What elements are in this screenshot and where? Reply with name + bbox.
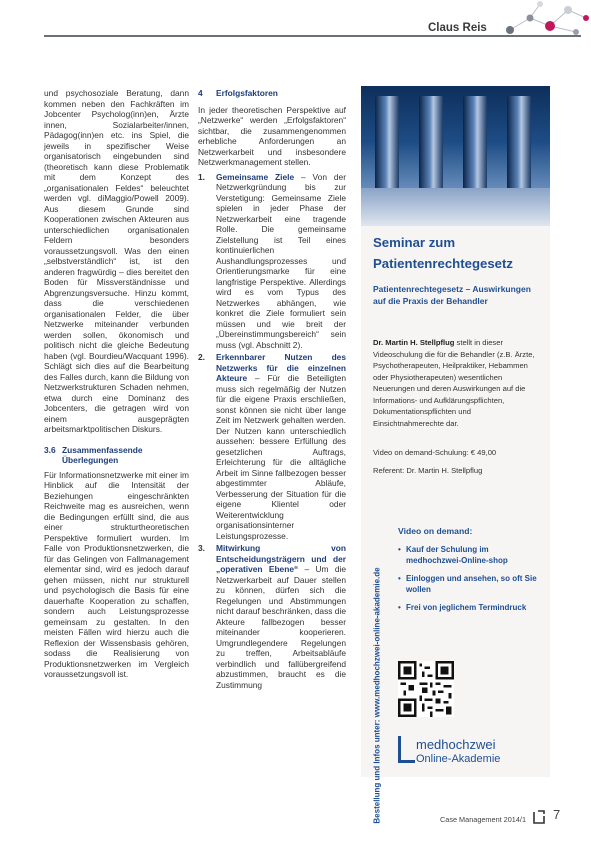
list-item-text: – Von der Netzwerkgründung bis zur Verstetigung: Gemeinsame Ziele spielen in jeder Phase der Netzwerkarbeit eine tragende Rolle. Die gemeinsame Zielstellung ist Teil eines kontinuierlichen Aushandlungsprozesses und Orientierungsmarke für eine langfristige Perspektive. Allerdings wird es vom Typus des Netzwerkes abhängen, wie konkret die Ziele formuliert sein müssen und wie breit der „Übereinstimmungsbereich“ sein muss (vgl. Abschnitt 2).	[216, 171, 346, 350]
list-item	[198, 543, 346, 690]
section-heading	[198, 88, 346, 99]
list-item-number: 2.	[198, 352, 205, 362]
footer-journal: Case Management 2014/1	[440, 815, 526, 824]
ad-title-line1: Seminar zum	[373, 235, 456, 250]
qr-code-icon[interactable]	[398, 661, 454, 717]
ad-referent: Referent: Dr. Martin H. Stellpflug	[373, 466, 483, 475]
section-title: Erfolgsfaktoren	[216, 88, 278, 98]
molecule-network-icon	[490, 0, 590, 42]
ad-bullet: • Einloggen und ansehen, so oft Sie wollen	[398, 573, 538, 595]
list-item-number: 1.	[198, 171, 205, 182]
column-middle	[198, 88, 346, 692]
list-item	[198, 352, 346, 541]
ad-bullet-list	[398, 544, 538, 620]
subsection-heading	[44, 445, 189, 466]
ad-bullet: • Frei von jeglichem Termindruck	[398, 602, 538, 613]
section-number: 4	[198, 88, 203, 98]
ad-price: Video on demand-Schulung: € 49,00	[373, 448, 497, 457]
list-item-title: Gemeinsame Ziele	[216, 171, 295, 182]
ad-title	[373, 232, 513, 274]
body-paragraph: und psychosoziale Beratung, dann kommen neben den Fachkräften im Jobcenter Psycholog(inn)en, Ärzte innen, Sozialarbeiter/innen, Pädagog(inn)en etc. ins Spiel, die jeweils in spezifischer Weise organisatorisch eingebunden sind (theoretisch kann diese Problematik mit dem Konzept des „organisationalen Feldes“ beleuchtet werden vgl. diMaggio/Powell 2009). Aus diesem Grunde sind Kooperationen zwischen Akteuren aus unterschiedlichen organisationalen Feldern besonders voraussetzungsvoll. Was den einen „selbstverständlich“ ist, ist den anderen fragwürdig – dies bereitet den Boden für Missverständnisse und Abgrenzungsversuche. Hinzu kommt, dass die verschiedenen organisationalen Felder, die über Netzwerke miteinander verbunden werden sollen, ökonomisch und politisch nicht die gleiche Bedeutung haben (vgl. Bourdieu/Wacquant 1996). Schlägt sich dies auf die Bearbeitung des Falles durch, kann die Bildung von Netzwerkstrukturen Schaden nehmen, etwa durch eine Dominanz des Jobcenters, die getragen wird von einem ausgeprägten arbeitsmarktpolitischen Diskurs.	[44, 88, 189, 434]
body-paragraph: Für Informationsnetzwerke mit einer im Hinblick auf die Intensität der Beziehungen eingeschränkten Reichweite mag es ausreichen, wenn die Bedingungen erfüllt sind, die aus einer strukturtheoretischen Perspektive formuliert wurden. Im Falle von Produktionsnetzwerken, die für das Gelingen von Fallmanagement elementar sind, wird es jedoch darauf gehen müssen, nicht nur strukturell und psychologisch die Basis für eine dauerhafte Kooperation zu schaffen, sondern auch Leistungsprozesse gemeinsam zu gestalten. In den meisten Fällen wird hierzu auch die Reflexion der Wissensbasis gehören, sodass die Realisierung von Produktionsnetzwerken im Vergleich voraussetzungsvoll ist.	[44, 469, 189, 679]
ad-subtitle: Patientenrechtegesetz – Auswirkungen auf die Praxis der Behandler	[373, 284, 531, 306]
list-item-title: Erkennbarer Nutzen des Netzwerks für die einzelnen Akteure	[216, 352, 346, 383]
ad-order-url-text[interactable]: Bestellung und Infos unter: www.medhochzwei-online-akademie.de	[372, 567, 382, 824]
ad-body: stellt in dieser Videoschulung die für die Behandler (z.B. Ärzte, Psychotherapeuten, Heilpraktiker, Hebammen oder Physiotherapeuten) wesentlichen Neuerungen und deren Auswirkungen auf die Informations- und Aufklärungspflichten, Dokumentationspflichten und Einsichtnahmerechte dar.	[373, 338, 535, 428]
list-item-text: – Um die Netzwerkarbeit auf Dauer stellen zu können, dürfen sich die Regelungen und Abstimmungen nicht darauf beschränken, dass die Akteure fallbezogen besser miteinander kooperieren. Umgrundlegendere Regelungen zu treffen, Arbeitsabläufe verbindlich und fallübergreifend abzustimmen, braucht es die Zustimmung	[216, 564, 346, 690]
ad-presenter: Dr. Martin H. Stellpflug	[373, 338, 455, 347]
ad-title-line2: Patientenrechtegesetz	[373, 256, 513, 271]
journal-logo-icon	[533, 810, 545, 824]
medhochzwei-logo[interactable]	[398, 736, 528, 768]
list-item-title: Mitwirkung von Entscheidungsträgern und der „operativen Ebene“	[216, 543, 346, 574]
ad-columns-photo	[361, 86, 550, 226]
subsection-number: 3.6	[44, 444, 56, 455]
ad-bullet: • Kauf der Schulung im medhochzwei-Online-shop	[398, 544, 538, 566]
subsection-title-line1: Zusammenfassende	[62, 444, 143, 455]
ad-order-url[interactable]	[369, 541, 385, 861]
list-item	[198, 172, 346, 351]
column-left	[44, 88, 189, 680]
list-item-text: – Für die Beteiligten muss sich regelmäßig der Nutzen für die eigene Praxis erschließen, sonst können sie nicht über lange Zeit im Netzwerk gehalten werden. Der Nutzen kann unterschiedlich aussehen: bessere Erfüllung des gesetzlichen Auftrags, Erleichterung für die alltägliche Arbeit im Sinne fallbezogen besser abgestimmter Abläufe, Verbesserung der Situation für die eigene Klientel oder Weiterentwicklung organisationsinterner Leistungsprozesse.	[216, 373, 346, 541]
logo-name: medhochzwei	[416, 737, 496, 752]
success-factor-list	[198, 172, 346, 691]
logo-mark-icon	[398, 736, 415, 763]
page-number: 7	[553, 807, 561, 822]
ad-video-heading: Video on demand:	[398, 526, 473, 536]
list-item-number: 3.	[198, 543, 205, 553]
ad-description	[373, 337, 543, 429]
logo-subtitle: Online-Akademie	[416, 753, 501, 765]
author-name: Claus Reis	[428, 22, 487, 34]
section-intro: In jeder theoretischen Perspektive auf „Netzwerke“ werden „Erfolgsfaktoren“ sichtbar, die zusammengenommen erhebliche Anforderungen an Netzwerkarbeit und insbesondere Netzwerkmanagement stellen.	[198, 104, 346, 167]
subsection-title-line2: Überlegungen	[62, 455, 119, 465]
